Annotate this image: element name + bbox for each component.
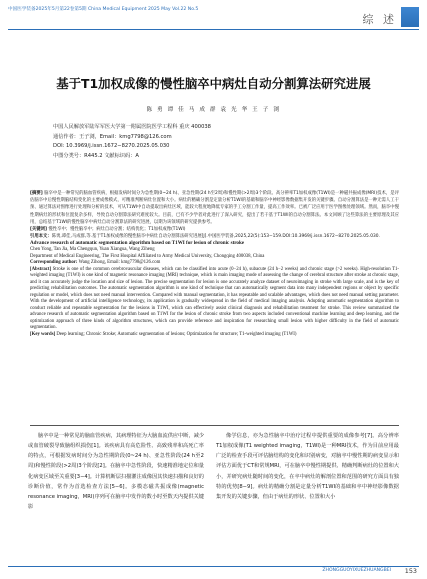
- english-keywords: [30, 332, 399, 339]
- corresponding-author: 通信作者：王子浏，Email：kmg7798@126.com: [53, 133, 172, 140]
- english-abstract-label: [Abstract]: [30, 266, 52, 272]
- keywords-cn-text: 慢性卒中；慢性脑卒中；病灶自动分割；结构优化；T1加权成像(T1WI): [48, 227, 186, 233]
- body-column-right: [216, 431, 399, 502]
- english-keywords-label: [Key words]: [30, 331, 56, 337]
- author-list: 陈 勇 谭 佳 马 成 群 袁 光 华 王 子 浏: [146, 107, 281, 113]
- footer-rule: [8, 566, 419, 567]
- body-column-left: [28, 431, 204, 512]
- article-metadata: [53, 123, 211, 161]
- abstract-cn: [30, 190, 399, 226]
- journal-header: [8, 4, 419, 30]
- citation-cn-text: 陈勇,谭佳,马成群,等.基于T1加权成像的慢性脑卒中病灶自动分割算法研究进展[J].中国医学装备,2025,22(5):153−159.DOI:10.3969/j.issn.1672−8270.2025.05.030.: [51, 234, 380, 240]
- abstract-cn-text: 脑卒中是一种常见的脑血管疾病，根据发病时间分为急性期(0~24 h)、亚急性期(24 h至2周)和慢性期(>2周)3个阶段。高分辨率T1加权成像(T1WI)是一种磁共振成像(MRI)技术，是评估脑卒中后慢性期脑结构变化的主要成像模式，可精准判断病灶位置和大小。病灶的精确分割是定量分析T1WI的基础和脑卒中神经影像数据集开发的关键步骤。自动分割算法是一种无需人工干预、通过算法对图像进行处理和分析的技术，可从T1WI中自动提取出病灶区域，能较大程度地降低专家的手工分割工作量，提高工作效率。已被广泛应用于医学图像处理领域。然而，脑卒中慢性期病灶的形状和位置复杂多样，导致自动分割算法研究难度较大。目前，已有不少学者对此进行了深入研究，提出了若干基于T1WI的自动分割算法。本文回顾了这些算法的主要原理及其应用，总结基于T1WI的慢性脑卒中病灶自动分割算法的研究进展，以期为该领域的研究提供参考。: [30, 191, 399, 225]
- classification-number: 中图分类号：R445.2 文献标识码：A: [53, 152, 139, 159]
- english-corresponding-label: Corresponding author:: [30, 260, 78, 266]
- citation-cn-label: 引用本文：: [30, 234, 52, 240]
- affiliation: 中国人民解放军陆军军医大学第一附属医院医学工程科 重庆 400038: [53, 124, 211, 130]
- english-abstract-text: Stroke is one of the common cerebrovascular diseases, which can be classified into acute (0−24 h), subacute (24 h−2 weeks) and chronic stage (>2 weeks). High-resolution T1-weighted imaging (T1WI) is one kind of magnetic resonance imaging (MRI) technique, which is main imaging mode of assessing the change of cerebral structure after stroke at chronic stage, and it can accurately judge the location and size of lesion. The precise segmentation for lesion is one accurately analyze dataset of neuroimaging in stroke with large scale, and is the key of predicting rehabilitation outcomes. The automatic segmentation algorithm is one kind of technique that can automatically segment data into many independent regions or object by specific regulation or model, which does not need manual intervention. Compared with manual segmentation, it has repeatable and scalable advantages, which does not need manual setting parameter. With the development of artificial intelligence technology, its application is gradually widespread in the field of medical imaging analysis. Adopting automatic segmentation algorithm to conduct reliable and repeatable segmentation for the lesions in T1WI, which can effectively assist clinical diagnosis and rehabilitation treatment for stroke. This review summarized the advance research of automatic segmentation algorithm based on T1WI for the lesion of chronic stroke from two aspects included conventional machine learning and deep learning, and the optimization approach of three kinds of algorithm structures, which can provide reference and inspiration for researching small lesion with higher difficulty in the field of automatic segmentation.: [30, 266, 399, 331]
- section-label: 综 述: [362, 13, 397, 26]
- english-affiliation: Department of Medical Engineering, The First Hospital Affiliated to Army Medical University, Chongqing 400038, China: [30, 253, 265, 259]
- english-corresponding-text: Wang Zihong, Email: kmg7798@126.com: [78, 260, 161, 266]
- doi: DOI: 10.3969/j.issn.1672−8270.2025.05.030: [53, 143, 170, 150]
- section-color-block: [401, 7, 419, 27]
- english-title: Advance research of automatic segmentation algorithm based on T1WI for lesion of chronic stroke: [30, 240, 245, 247]
- citation-cn: [30, 233, 399, 240]
- abstract-block: [30, 190, 399, 338]
- keywords-cn: [30, 226, 399, 233]
- body-paragraph: 脑卒中是一种常见的脑血管疾病，其病理特征为大脑血流供应中断，减少或血管破裂导致脑组织损伤[1]。该疾病具有高危险性、高致残率和高死亡率的特点，可根据发病时间分为急性期阶段(0~24 h)、亚急性阶段(24 h至2周)和慢性阶段(>2周)3个阶段[2]。在脑卒中急性阶段，快速精准地定位和量化病变区域至关重要[3−4]。计算机断层扫描灌注成像因其快速扫描和良好的诊断价值，常作为首选检查方法[5−6]。多模态磁共振成像(magnetic resonance imaging，MRI)序列可在脑卒中发作的数小时至数天内提供关键影: [28, 433, 205, 511]
- body-paragraph: 像学信息，亦为急性脑卒中治疗过程中提供重要的成像参考[7]。高分辨率T1加权成像(T1 weighted imaging，T1WI)是一种MRI技术，作为目前应用最广泛的检查手段可评估脑结构的变化和识别病变，对脑卒中慢性期的病变显示和评估方面优于CT和常规MRI，可在脑卒中慢性期提供、精确判断病灶的位置和大小，并研究病灶随时间的变化，在卒中病灶的解剖位置和范围的研究方面具有独特的优势[8−9]。病灶的精确分割是定量分析T1WI的基础和卒中神经影像数据集开发的关键步骤，但由于病灶的形状、位置和大小: [216, 433, 399, 500]
- english-authors: Chen Yong, Tan Jia, Ma Chengqun, Yuan Xiangua, Wang Ziheng: [30, 247, 155, 253]
- abstract-divider: [30, 425, 399, 426]
- english-keywords-text: Deep learning; Chronic Stroke; Automatic segmentation of lesions; Optimization for structure; T1-weighted imaging (T1WI): [56, 331, 297, 337]
- journal-info: 中国医学装备2025年5月第22卷第5期 China Medical Equipment 2025 May Vol.22 No.5: [8, 7, 199, 12]
- footer-journal-name: ZHONGGUOYIXUEZHUANGBEI: [322, 568, 391, 573]
- english-abstract: [30, 267, 399, 332]
- page-number: 153: [404, 567, 417, 575]
- keywords-cn-label: [关键词]: [30, 227, 48, 233]
- article-title: 基于T1加权成像的慢性脑卒中病灶自动分割算法研究进展: [56, 76, 371, 91]
- abstract-cn-label: [摘要]: [30, 191, 43, 196]
